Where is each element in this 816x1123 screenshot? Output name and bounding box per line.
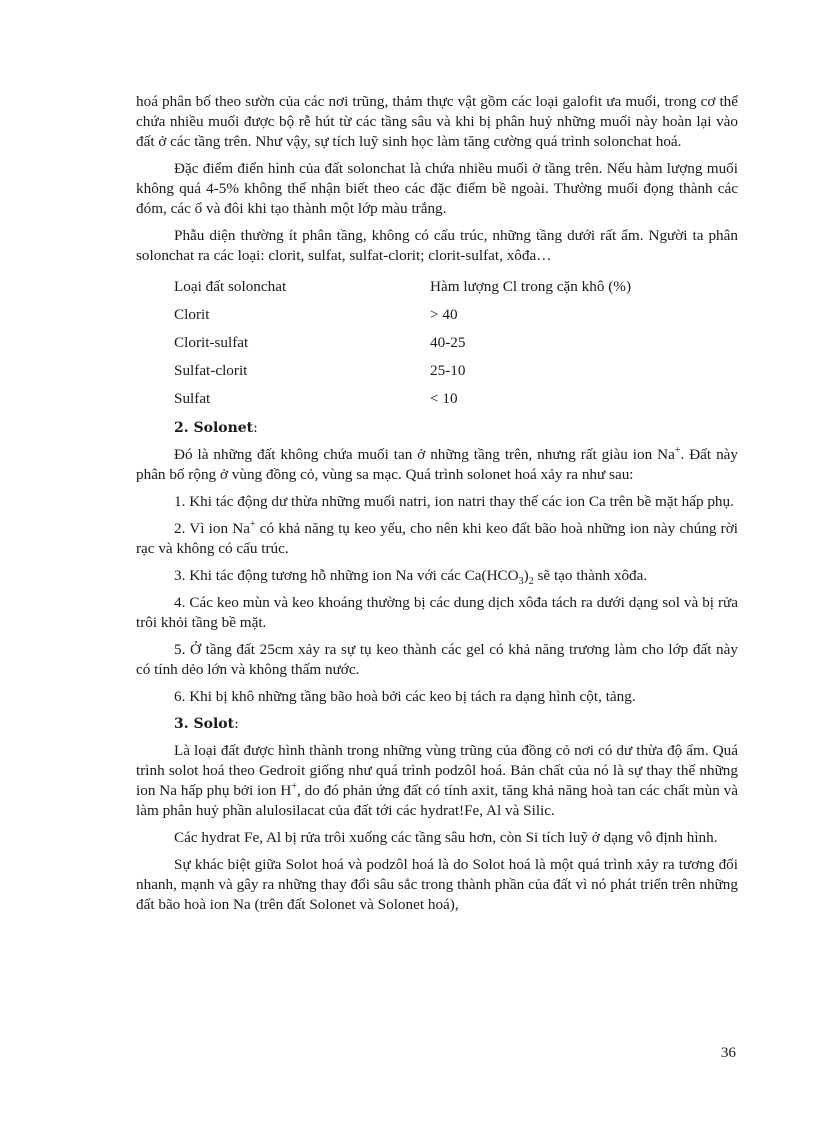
paragraph-continuation: hoá phân bố theo sườn của các nơi trũng, thảm thực vật gồm các loại galofit ưa muối, trong cơ thể chứa nhiều muối được bộ rễ hút từ các tầng sâu và khi bị phân huỷ những muối này hoàn lại vào đất ở các tầng trên. Như vậy, sự tích luỹ sinh học làm tăng cường quá trình solonchat hoá. [136,93,738,150]
list-item [136,566,738,586]
heading-text: 3. Solot [174,716,235,732]
solonchat-table [174,273,631,413]
table-cell: Clorit-sulfat [174,334,249,351]
text-run: sẽ tạo thành xôđa. [533,567,648,584]
table-cell: 40-25 [430,334,466,351]
text-run: ) [523,567,529,584]
paragraph-solonchat-types: Phẫu diện thường ít phân tầng, không có cấu trúc, những tầng dưới rất ẩm. Người ta phân solonchat ra các loại: clorit, sulfat, sulfat-clorit; clorit-sulfat, xôđa… [136,227,738,264]
list-item: 6. Khi bị khô những tầng bão hoà bởi các keo bị tách ra dạng hình cột, tảng. [174,688,636,705]
paragraph-hydrat: Các hydrat Fe, Al bị rửa trôi xuống các tầng sâu hơn, còn Si tích luỹ ở dạng vô định hình. [174,829,718,846]
list-item: 4. Các keo mùn và keo khoáng thường bị các dung dịch xôđa tách ra dưới dạng sol và bị rửa trôi khỏi tầng bề mặt. [136,594,738,631]
paragraph-solot-difference: Sự khác biệt giữa Solot hoá và podzôl hoá là do Solot hoá là một quá trình xảy ra tương đối nhanh, mạnh và gây ra những thay đổi sâu sắc trong thành phần của đất vì nó phát triển trên những đất bão hoà ion Na (trên đất Solonet và Solonet hoá), [136,856,738,913]
table-row [174,301,631,329]
text-run: Đó là những đất không chứa muối tan ở những tầng trên, nhưng rất giàu ion Na [174,446,675,463]
text-run: 3. Khi tác động tương hỗ những ion Na với các Ca(HCO [174,567,519,584]
superscript: + [249,518,256,530]
section-heading-solonet [136,418,738,438]
text-run: Là loại đất được hình thành trong những vùng trũng của đồng cỏ nơi có dư thừa độ ẩm. Quá trình solot hoá theo Gedroit giống như quá trình podzôl hoá. Bản chất của nó là sự thay thế những ion Na hấp phụ bởi ion H [136,742,738,799]
section-heading-solot [136,714,738,734]
list-item [136,519,738,559]
table-row [174,385,631,413]
paragraph-solonet-intro [136,445,738,485]
list-item: 1. Khi tác động dư thừa những muối natri, ion natri thay thế các ion Ca trên bề mặt hấp phụ. [174,493,734,510]
paragraph-solonchat-features: Đặc điểm điển hình của đất solonchat là chứa nhiều muối ở tầng trên. Nếu hàm lượng muối không quá 4-5% không thể nhận biết theo các đặc điểm bề ngoài. Thường muối đọng thành các đóm, các ổ và đôi khi tạo thành một lớp màu trắng. [136,160,738,217]
table-header-cell: Loại đất solonchat [174,278,287,295]
table-header-row [174,273,631,301]
table-cell: Sulfat [174,390,211,407]
table-cell: Sulfat-clorit [174,362,248,379]
subscript: 3 [518,576,524,588]
table-cell: 25-10 [430,362,466,379]
text-run: , do đó phản ứng đất có tính axit, tăng khả năng hoà tan các chất mùn và làm phân huỷ phần alulosilacat của đất tới các hydrat!Fe, Al và Silic. [136,782,738,819]
table-row [174,357,631,385]
heading-text: 2. Solonet [174,420,254,436]
table-cell: Clorit [174,306,210,323]
superscript: + [291,780,297,792]
table-cell: > 40 [430,306,458,323]
page-number: 36 [720,1044,736,1061]
text-run: 2. Vì ion Na [174,520,250,537]
paragraph-solot-intro [136,741,738,821]
table-header-cell: Hàm lượng Cl trong cặn khô (%) [430,278,632,295]
heading-colon: : [234,716,239,732]
subscript: 2 [528,576,534,588]
table-cell: < 10 [430,390,458,407]
table-row [174,329,631,357]
text-run: có khả năng tụ keo yếu, cho nên khi keo đất bão hoà những ion này chúng rời rạc và không có cấu trúc. [136,520,738,557]
heading-colon: : [253,420,258,436]
text-run: . Đất này phân bố rộng ở vùng đồng cỏ, vùng sa mạc. Quá trình solonet hoá xảy ra như sau: [136,446,738,483]
superscript: + [674,444,681,456]
list-item: 5. Ở tầng đất 25cm xảy ra sự tụ keo thành các gel có khả năng trương làm cho lớp đất này có tính dẻo lớn và không thấm nước. [136,641,738,678]
